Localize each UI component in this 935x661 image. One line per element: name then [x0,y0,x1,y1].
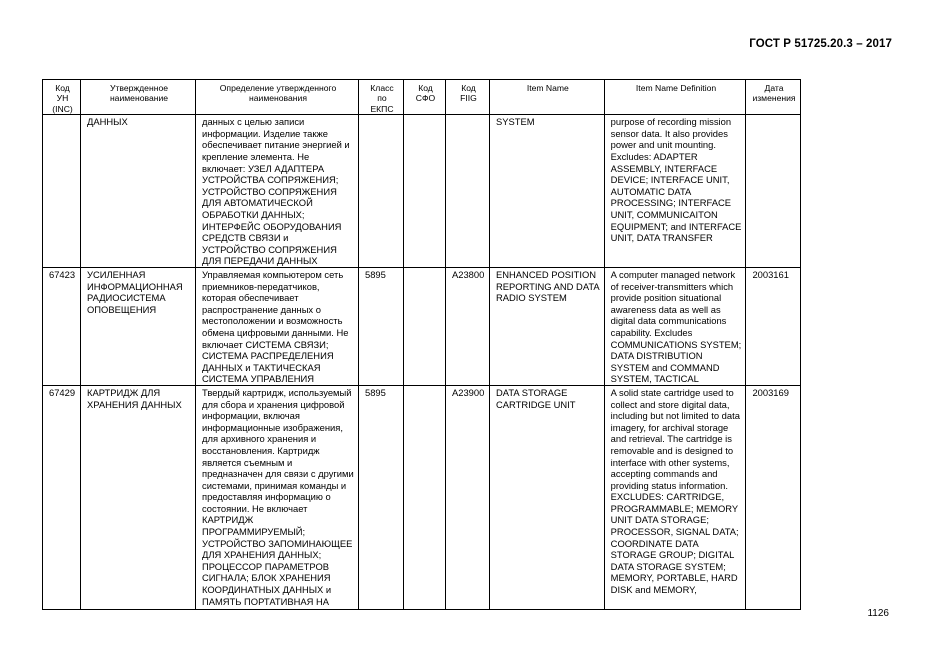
column-header-approved-name: Утвержденное наименование [81,80,196,115]
text-line: ИНТЕРФЕЙС ОБОРУДОВАНИЯ [202,220,342,232]
text-line: EXCLUDES: CARTRIDGE, [610,491,725,503]
text-line: PROCESSING; INTERFACE [610,197,732,209]
text-line: ИНФОРМАЦИОННАЯ [87,280,183,292]
text-line: ПРОГРАММИРУЕМЫЙ; [202,526,306,538]
text-line: состоянии. Не включает [202,502,308,514]
table-row [43,267,801,385]
text-line: sensor data. It also provides [610,127,728,139]
text-line: ОБРАБОТКИ ДАННЫХ; [202,208,305,220]
text-line: информации. Изделие также [202,127,328,139]
text-line: A solid state cartridge used to [610,386,734,398]
cell-name-definition [196,385,359,609]
text-line: ДЛЯ ПЕРЕДАЧИ ДАННЫХ [202,255,318,267]
text-line: including but not limited to data [610,410,740,422]
cell-approved-name [81,115,196,268]
header-row [43,80,801,115]
text-line: ДЛЯ ХРАНЕНИЯ ДАННЫХ; [202,549,322,561]
cell-item-name [490,385,605,609]
cell-fiig-code [446,115,490,268]
cell-item-name-definition [604,385,746,609]
text-line: системами, принимая команды и [202,479,347,491]
cell-class: 5895 [359,385,404,609]
text-line: imagery, for archival storage [610,421,729,433]
cell-sfo-code [404,385,446,609]
text-line: ASSEMBLY, INTERFACE [610,162,718,174]
table-row [43,385,801,609]
column-header-fiig-code: Код FIIG [446,80,490,115]
text-line: информационные изображения, [202,421,343,433]
cell-fiig-code: A23900 [446,385,490,609]
text-line: для сбора и хранения цифровой [202,398,345,410]
text-line: ПАМЯТЬ ПОРТАТИВНАЯ НА [202,595,329,607]
text-line: capability. Excludes [610,326,693,338]
text-line: УСИЛЕННАЯ [87,268,146,280]
text-line: power and unit mounting. [610,139,716,151]
text-line: A computer managed network [610,268,736,280]
cell-item-name-definition [604,267,746,385]
cell-item-name [490,267,605,385]
text-line: приемников-передатчиков, [202,280,320,292]
text-line: DEVICE; INTERFACE UNIT, [610,174,730,186]
text-line: восстановления. Картридж [202,444,320,456]
text-line: EQUIPMENT; and INTERFACE [610,220,742,232]
cell-inc-code: 67429 [43,385,81,609]
text-line: DISK and MEMORY, [610,584,697,596]
text-line: КАРТРИДЖ [202,514,254,526]
cell-change-date [746,115,800,268]
text-line: информации, включая [202,410,300,422]
text-line: UNIT, COMMUNICAITON [610,208,718,220]
text-line: ДЛЯ АВТОМАТИЧЕСКОЙ [202,197,313,209]
text-line: ENHANCED POSITION [496,268,597,280]
column-header-change-date: Дата изменения [746,80,800,115]
text-line: Excludes: ADAPTER [610,151,698,162]
document-standard-id: ГОСТ Р 51725.20.3 – 2017 [749,38,892,50]
column-header-sfo-code: Код СФО [404,80,446,115]
text-line: УСТРОЙСТВА СОПРЯЖЕНИЯ; [202,174,339,186]
cell-item-name-definition [604,115,746,268]
text-line: КООРДИНАТНЫХ ДАННЫХ и [202,584,332,596]
text-line: данных с целью записи [202,116,305,128]
text-line: MEMORY, PORTABLE, HARD [610,572,738,584]
text-line: DATA STORAGE [496,386,568,398]
text-line: включает СИСТЕМА СВЯЗИ; [202,338,329,350]
text-line: and retrieval. The cartridge is [610,433,732,445]
text-line: предоставляя информацию о [202,491,331,503]
text-line: которая обеспечивает [202,292,299,304]
text-line: DATA STORAGE SYSTEM; [610,560,726,572]
text-line: awareness data as well as [610,303,721,315]
text-line: СИСТЕМА РАСПРЕДЕЛЕНИЯ [202,350,334,362]
text-line: UNIT, DATA TRANSFER [610,232,713,244]
text-line: ДАННЫХ [87,116,128,128]
column-header-class: Класс по ЕКПС [359,80,404,115]
table-row [43,115,801,268]
text-line: обмена цифровыми данными. Не [202,326,349,338]
text-line: STORAGE GROUP; DIGITAL [610,549,735,561]
text-line: COORDINATE DATA [610,537,699,549]
text-line: местоположении и возможность [202,315,343,327]
text-line: Твердый картридж, используемый [202,386,352,398]
text-line: для архивного хранения и [202,433,317,445]
cell-item-name [490,115,605,268]
text-line: СИГНАЛА; БЛОК ХРАНЕНИЯ [202,572,331,584]
cell-inc-code: 67423 [43,267,81,385]
text-line: providing status information. [610,479,728,491]
text-line: accepting commands and [610,468,718,480]
text-line: interface with other systems, [610,456,730,468]
text-line: РАДИОСИСТЕМА [87,292,166,304]
text-line: CARTRIDGE UNIT [496,398,576,410]
text-line: ХРАНЕНИЯ ДАННЫХ [87,398,182,410]
text-line: COMMUNICATIONS SYSTEM; [610,338,742,350]
text-line: of receiver-transmitters which [610,280,734,292]
cell-sfo-code [404,267,446,385]
table-body [43,115,801,610]
text-line: SYSTEM and COMMAND [610,361,720,373]
text-line: UNIT DATA STORAGE; [610,514,709,526]
cell-name-definition [196,267,359,385]
column-header-name-definition: Определение утвержденного наименования [196,80,359,115]
cell-inc-code [43,115,81,268]
text-line: purpose of recording mission [610,116,732,128]
text-line: включает: УЗЕЛ АДАПТЕРА [202,162,325,174]
text-line: КАРТРИДЖ ДЛЯ [87,386,161,398]
cell-fiig-code: A23800 [446,267,490,385]
text-line: provide position situational [610,292,722,304]
text-line: PROCESSOR, SIGNAL DATA; [610,526,739,538]
text-line: AUTOMATIC DATA [610,185,692,197]
cell-change-date: 2003169 [746,385,800,609]
column-header-inc-code: Код УН (INC) [43,80,81,115]
cell-class: 5895 [359,267,404,385]
table-header [43,80,801,115]
text-line: крепление элемента. Не [202,151,310,162]
cell-change-date: 2003161 [746,267,800,385]
text-line: ОПОВЕЩЕНИЯ [87,303,157,315]
cell-approved-name [81,267,196,385]
text-line: предназначен для связи с другими [202,468,354,480]
text-line: СИСТЕМА УПРАВЛЕНИЯ [202,373,315,385]
text-line: УСТРОЙСТВО СОПРЯЖЕНИЯ [202,243,337,255]
page-number: 1126 [867,608,889,619]
cell-approved-name [81,385,196,609]
text-line: SYSTEM, TACTICAL [610,373,699,385]
column-header-item-name: Item Name [490,80,605,115]
text-line: REPORTING AND DATA [496,280,600,292]
text-line: распространение данных о [202,303,321,315]
text-line: СРЕДСТВ СВЯЗИ и [202,232,289,244]
cell-sfo-code [404,115,446,268]
text-line: DATA DISTRIBUTION [610,350,703,362]
text-line: SYSTEM [496,116,535,128]
text-line: обеспечивает питание энергией и [202,139,350,151]
text-line: ДАННЫХ и ТАКТИЧЕСКАЯ [202,361,321,373]
text-line: digital data communications [610,315,727,327]
column-header-item-name-definition: Item Name Definition [604,80,746,115]
text-line: PROGRAMMABLE; MEMORY [610,502,739,514]
text-line: УСТРОЙСТВО СОПРЯЖЕНИЯ [202,185,337,197]
text-line: ПРОЦЕССОР ПАРАМЕТРОВ [202,560,329,572]
text-line: является съемным и [202,456,293,468]
text-line: removable and is designed to [610,444,734,456]
text-line: RADIO SYSTEM [496,292,567,304]
cell-name-definition [196,115,359,268]
text-line: УСТРОЙСТВО ЗАПОМИНАЮЩЕЕ [202,537,353,549]
cell-class [359,115,404,268]
text-line: Управляемая компьютером сеть [202,268,344,280]
catalog-table [42,79,801,610]
text-line: collect and store digital data, [610,398,730,410]
